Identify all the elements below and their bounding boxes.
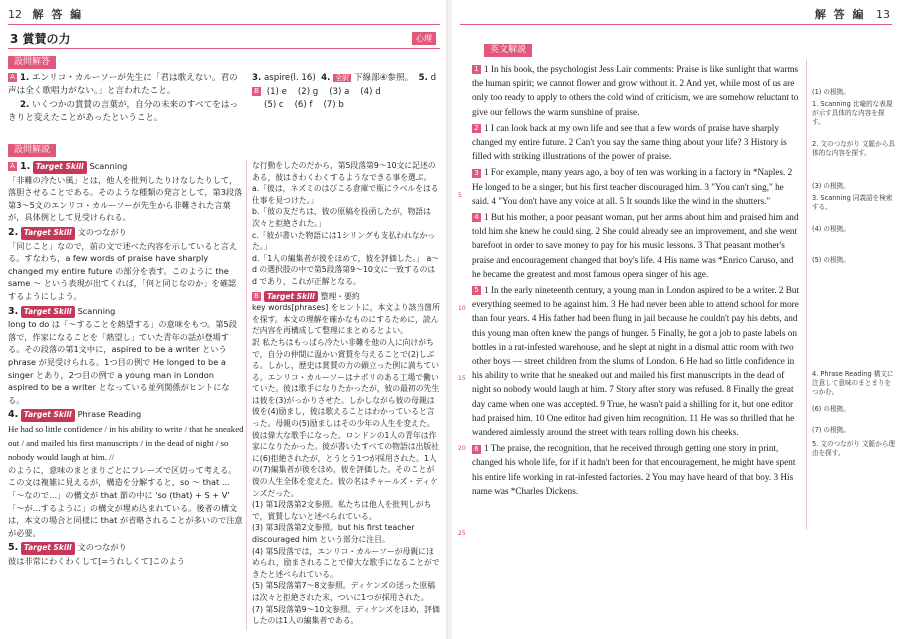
answer-a2: いくつかの賞賛の言葉が，自分の未来のすべてをはっきりと変えたことがあったということ。 [8, 99, 239, 124]
answer-b1: (1) e [266, 87, 287, 97]
option-c: c.「彼が書いた物語には1シリングも支払われなかった。」 [252, 230, 436, 252]
answer-4-num: 4. [321, 73, 331, 83]
expl-1-skill: Scanning [89, 161, 128, 171]
expl-3-text: long to do は「〜することを熱望する」の意味をもつ。第5段落で，作家になることを「熱望し」ていた青年の話が登場する。その段落の第1文中に，aspired to be a writer という phrase が見受けられる。1つ目の例で He longed to be a singer とあり，2つ目の例で a young man in London aspired to be a writer となっている並列関係がヒントになる。 [8, 319, 237, 405]
expl-3-skill: Scanning [77, 305, 116, 316]
explanation-item-1: A 1. Target Skill Scanning 「非難の冷たい風」とは，他人を批判したりけなしたりして，落胆させることである。そのような種類の発言として，第3段落第3〜5文のエンリコ・カルーソーが先生から非難された言葉が，具体例として見受けられる。 [8, 161, 243, 223]
option-b: b.「彼の友だちは，彼の原稿を投函したが，物語は次々と拒絶された。」 [252, 207, 431, 228]
answer-b6: (6) f [294, 100, 313, 110]
paragraph-4 [472, 210, 802, 281]
section-number: 3 [10, 32, 19, 46]
passage [472, 62, 802, 632]
running-head-right: 解 答 編 [814, 8, 866, 21]
margin-note-1: (1) の根拠。 [812, 88, 850, 96]
margin-note-10: (7) の根拠。 [812, 426, 850, 434]
paragraph-3 [472, 165, 802, 208]
answer-4-tag: 全訳 [335, 74, 350, 82]
paragraph-5 [472, 283, 802, 439]
section-title-block [10, 30, 71, 47]
expl-2-skill: 文のつながり [77, 226, 127, 237]
paragraph-3-text: 1 For example, many years ago, a boy of ten was working in a factory in *Naples. 2 He longed to be a singer, but his first teacher discouraged him. 3 "You can't sing," he said. 4 "You don't have any voice at all. 5 It sounds like the wind in the shutters." [472, 167, 793, 206]
explanation-item-3 [8, 305, 244, 407]
answer-a-block [8, 72, 246, 126]
expl-5-text: 彼は非常にわくわくして[=うれしくて]このよう [8, 556, 185, 567]
answer-b3: (3) a [329, 87, 350, 97]
b-summary: 訳 私たちはもっぱら冷たい非難を他の人に向けがちで，自分の仲間に温かい賞賛を与えることで(2)しぶる。しかし，歴史は賞賛の力の顕立った例に満ちている。エンリコ・カルーソーはナポリのある工場で働いていた。彼は歌手になりたかったが，彼の最初の先生は彼を(3)がっかりさせた。しかしながら彼の母親は彼を(4)励まし，彼は歌えることはわかっていると言った。母親の(5)励ましはその少年の人生を変えた。彼は偉大な歌手になった。ロンドンの1人の青年は作家になりたかった。彼が書いたすべての物語は出版社に(6)拒絶されたが，とうとう1つが採用された。1人の(7)編集者が彼をほめ，彼を評価した。そのことが彼の人生全体を変えた。彼の名はチャールズ・ディケンズだった。 [252, 337, 440, 498]
answer-3-num: 3. [252, 73, 262, 83]
answer-4: 下線部④参照。 [353, 73, 414, 83]
b-note-7: (7) 第5段落第9〜10文参照。ディケンズをほめ，評価したのは1人の編集者である。 [252, 604, 440, 626]
expl-5-skill: 文のつながり [77, 542, 127, 553]
para-label-6: 6 [472, 445, 481, 454]
answer-b-grid [252, 86, 442, 112]
target-skill-badge: Target Skill [21, 306, 75, 319]
answer-5: d [430, 73, 437, 83]
expl-5-cont-text: な行動をしたのだから，第5段落第9〜10文に記述のある，彼はきわくわくするようなできる事を選ぶ。 [252, 161, 436, 182]
b-intro: key words[phrases] をヒントに，本文より該当箇所を探す。本文の理解を確かなものにするために，読んだ内容を再構成して整理にまとめるとよい。 [252, 303, 440, 336]
header-rule-left [8, 24, 440, 25]
paragraph-2-text: 1 I can look back at my own life and see that a few words of praise have sharply changed my entire future. 2 Can't you say the same thing about your life? 3 History is filled with striking illustrations of the power of praise. [472, 122, 787, 162]
b-skill-name: 整理・要約 [320, 291, 360, 301]
answer-a345 [252, 72, 442, 85]
target-skill-badge: Target Skill [21, 409, 75, 422]
explanation-column-1 [8, 160, 244, 630]
answers-header: 設問解答 [8, 56, 56, 69]
paragraph-2 [472, 121, 802, 164]
margin-note-5: 3. Scanning 同義語を検索する。 [812, 194, 893, 211]
margin-note-11: 5. 文のつながり 文脈から理由を探す。 [812, 440, 896, 457]
explanation-item-4 [8, 408, 244, 539]
title-rule [8, 48, 440, 49]
option-a: a.「彼は，ネズミのはびこる倉庫で瓶にラベルをはる仕事を見つけた。」 [252, 184, 439, 205]
target-skill-badge: Target Skill [21, 542, 75, 555]
margin-note-9: (6) の根拠。 [812, 405, 850, 413]
expl-4-text: のように，意味のまとまりごとにフレーズで区切って考える。この文は複雑に見えるが，構造を分解すると，so 〜 that ... 「〜なので…」の構文が that 節の中に 'so (that) + S + V' 「〜が…するように」の構文が埋め込まれている。後者の構文は，本文の場合と同様に that が省略されることが多いので注意が必要。 [8, 464, 243, 538]
expl-3-num: 3. [8, 305, 19, 317]
margin-divider [806, 60, 807, 530]
target-skill-badge: Target Skill [33, 161, 87, 174]
b-note-4: (4) 第5段落では，エンリコ・カルーソーが母親にほめられ，励まされることで偉大な歌手になることができたと述べられている。 [252, 546, 440, 579]
margin-note-7: (5) の根拠。 [812, 256, 850, 264]
answer-a2-num: 2. [20, 99, 30, 110]
paragraph-1-text: 1 In his book, the psychologist Jess Lair comments: Praise is like sunlight that warms the human spirit; we cannot flower and grow without it. 2 And yet, while most of us are only too ready to apply to others the cold wind of criticism, we are somehow reluctant to give our fellows the warm sunshine of praise. [472, 64, 799, 117]
line-number: 20 [458, 445, 466, 452]
para-label-3: 3 [472, 169, 481, 178]
expl-1-text: 「非難の冷たい風」とは，他人を批判したりけなしたりして，落胆させることである。そのような種類の発言として，第3段落第3〜5文のエンリコ・カルーソーが先生から非難された言葉が，具体例として見受けられる。 [8, 174, 243, 223]
target-skill-badge: Target Skill [21, 227, 75, 240]
translation-header: 英文解説 [484, 44, 532, 57]
expl-2-num: 2. [8, 226, 19, 238]
expl-1-num: 1. [20, 161, 31, 172]
paragraph-4-text: 1 But his mother, a poor peasant woman, put her arms about him and praised him and told him she knew he could sing. 2 She could already see an improvement, and she went barefoot in order to save money to pay for his music lessons. 3 That peasant mother's praise and encouragement changed that boy's life. 4 His name was *Enrico Caruso, and he became the greatest and most famous opera singer of his age. [472, 212, 799, 279]
target-skill-badge: Target Skill [264, 291, 318, 303]
answer-5-num: 5. [418, 73, 428, 83]
left-header [8, 6, 83, 22]
margin-note-4: (3) の根拠。 [812, 182, 850, 190]
explanation-column-2 [252, 160, 440, 630]
b-note-3: (3) 第3段落第2文参照。but his first teacher discouraged him という部分に注目。 [252, 523, 415, 544]
line-number: 15 [458, 375, 466, 382]
explanation-item-2 [8, 226, 244, 303]
b-explanation: B Target Skill 整理・要約 key words[phrases] をヒントに，本文より該当箇所を探す。本文の理解を確かなものにするために，読んだ内容を再構成して整理にまとめるとよい。 訳 私たちはもっぱら冷たい非難を他の人に向けがちで，自分の仲間に温かい賞賛を与えることで(2)しぶる。しかし，歴史は賞賛の力の顕立った例に満ちている。エンリコ・カルーソーはナポリのある工場で働いていた。彼は歌手になりたかったが，彼の最初の先生は彼を(3)がっかりさせた。しかしながら彼の母親は彼を(4)励まし，彼は歌えることはわかっていると言った。母親の(5)励ましはその少年の人生を変えた。彼は偉大な歌手になった。ロンドンの1人の青年は作家になりたかった。彼が書いたすべての物語は出版社に(6)拒絶されたが，とうとう1つが採用された。1人の(7)編集者が彼をほめ，彼を評価した。そのことが彼の人生全体を変えた。彼の名はチャールズ・ディケンズだった。 (1) 第1段落第2文参照。私たちは他人を批判しがちで，賞賛しないと述べられている。 (3) 第3段落第2文参照。but his first teacher discouraged him という部分に注目。 (4) 第5段落では，エンリコ・カルーソーが母親にほめられ，励まされることで偉大な歌手になることができたと述べられている。 (5) 第5段落第7〜8文参照。ディケンズの送った原稿は次々と拒絶された末，ついに1つが採用された。 (7) 第5段落第9〜10文参照。ディケンズをほめ，評価したのは1人の編集者である。 [252, 291, 440, 626]
column-divider [246, 160, 247, 630]
expl-4-skill: Phrase Reading [77, 409, 142, 420]
expl-2-text: 「同じこと」なので，前の文で述べた内容を示していると言える。すなわち，a few words of praise have sharply changed my entire future の部分を表す。このように the same 〜 という表現が出てくれば，「何と同じなのか」を確認するようにしよう。 [8, 240, 238, 301]
paragraph-6 [472, 441, 802, 498]
explanations-header: 設問解説 [8, 144, 56, 157]
section-tag: 心理 [412, 32, 436, 45]
expl-4-num: 4. [8, 409, 19, 421]
answer-b2: (2) g [297, 87, 319, 97]
answer-b4: (4) d [360, 87, 381, 97]
label-b: B [252, 87, 261, 96]
page-number-right: 13 [876, 8, 890, 21]
header-rule-right [460, 24, 892, 25]
paragraph-5-text: 1 In the early nineteenth century, a young man in London aspired to be a writer. 2 But everything seemed to be against him. 3 He had never been able to attend school for more than four years. 4 His father had been flung in jail because he couldn't pay his debts, and this young man often knew the pangs of hunger. 5 Finally, he got a job to paste labels on bottles in a rat-infested warehouse, and he slept at night in a dismal attic room with two other boys — street children from the slums of London. 6 He had so little confidence in his ability to write that he sneaked out and mailed his first manuscripts in the dead of night so nobody would laugh at him. 7 Story after story was refused. 8 Finally the great day came when one was accepted. 9 True, he wasn't paid a shilling for it, but one editor had praised him. 10 One editor had given him recognition. 11 He was so thrilled that he wandered aimlessly around the street with tears rolling down his cheeks. [472, 285, 800, 438]
line-number: 5 [458, 192, 462, 199]
margin-note-6: (4) の根拠。 [812, 225, 850, 233]
expl-5-num: 5. [8, 542, 19, 554]
expl-5-continued [252, 160, 440, 288]
answer-a1: エンリコ・カルーソーが先生に「君は歌えない。君の声は全く歌唱力がない。」と言われたこと。 [8, 73, 238, 97]
label-a: A [8, 73, 17, 82]
section-title: 賞賛の力 [22, 32, 71, 46]
answer-a1-num: 1. [20, 73, 30, 83]
para-label-4: 4 [472, 213, 481, 222]
right-header [815, 6, 890, 22]
line-number: 10 [458, 305, 466, 312]
answer-b5: (5) c [264, 100, 284, 110]
para-label-5: 5 [472, 286, 481, 295]
expl-4-phrase: He had so little confidence / in his ability to write / that he sneaked out / and mailed his first manuscripts / in the dead of night / so nobody would laugh at him. // [8, 423, 244, 462]
answer-b7: (7) b [323, 100, 344, 110]
right-page [452, 0, 900, 639]
para-label-1: 1 [472, 65, 481, 74]
line-number: 25 [458, 530, 466, 537]
para-label-2: 2 [472, 124, 481, 133]
paragraph-6-text: 1 The praise, the recognition, that he received through getting one story in print, changed his whole life, for if it hadn't been for that encouragement, he might have spent his entire life working in rat-infested factories. 2 You may have heard of that boy. 3 His name was *Charles Dickens. [472, 443, 796, 496]
explanation-item-5 [8, 541, 244, 567]
option-d: d.「1人の編集者が彼をほめて，彼を評価した。」 a〜d の選択肢の中で第5段落第9〜10文に一致するのは d であり，これが正解となる。 [252, 253, 440, 286]
margin-note-8: 4. Phrase Reading 構文に注意して意味のまとまりをつかむ。 [812, 370, 894, 396]
margin-note-3: 2. 文のつながり 文脈から具体的な内容を探す。 [812, 140, 896, 157]
paragraph-1 [472, 62, 802, 119]
margin-note-2: 1. Scanning 比喩的な表現が示す具体的な内容を探す。 [812, 100, 893, 126]
left-page [0, 0, 448, 639]
running-head-left: 解 答 編 [32, 8, 84, 21]
b-note-1: (1) 第1段落第2文参照。私たちは他人を批判しがちで，賞賛しないと述べられている。 [252, 500, 432, 521]
b-note-5: (5) 第5段落第7〜8文参照。ディケンズの送った原稿は次々と拒絶された末，ついに1つが採用された。 [252, 581, 436, 602]
page-number-left: 12 [8, 8, 22, 21]
answer-3: aspire(l. 16) [263, 73, 316, 83]
